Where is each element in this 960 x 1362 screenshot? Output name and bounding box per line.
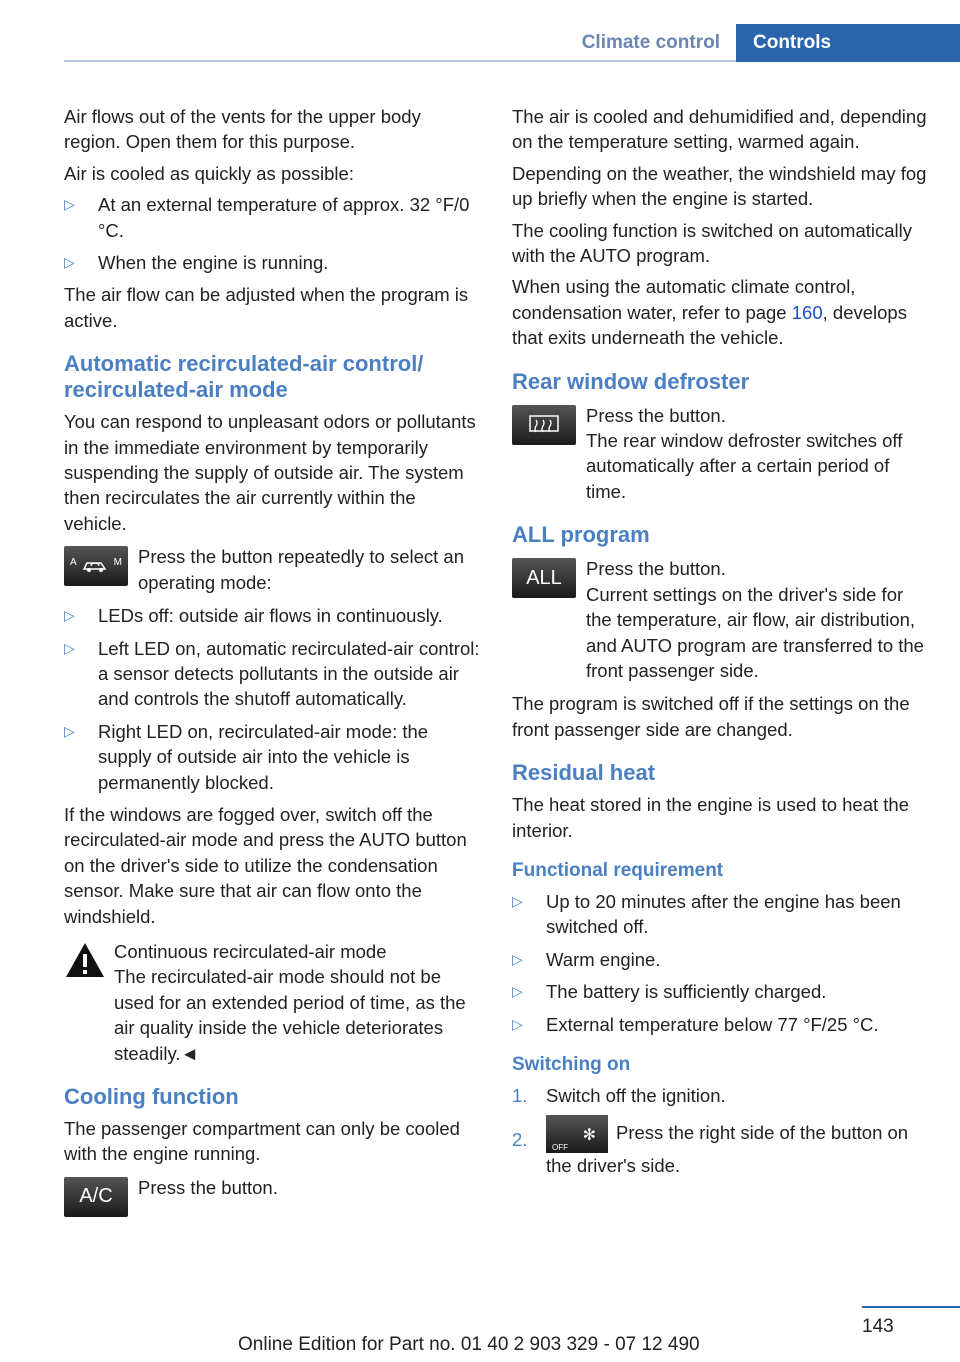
fan-icon: ✻	[582, 1127, 596, 1145]
bullet-list	[64, 192, 482, 275]
rear-defroster-button-row	[512, 403, 930, 505]
recirc-button-row	[64, 544, 482, 595]
heading-recirculated-air: Automatic recirculated-air control/ recirculated-air mode	[64, 351, 424, 403]
right-column	[512, 104, 930, 1186]
rear-defroster-button-icon	[512, 405, 576, 445]
paragraph: The cooling function is switched on automatically with the AUTO program.	[512, 219, 913, 267]
paragraph: The program is switched off if the settings on the front passenger side are changed.	[512, 693, 910, 740]
triangle-bullet-icon: ▷	[512, 1015, 523, 1032]
list-item: ▷ The battery is sufficiently charged.	[512, 979, 930, 1004]
list-item: ▷ Warm engine.	[512, 947, 930, 972]
heading-switching-on: Switching on	[512, 1053, 631, 1075]
button-instruction: Current settings on the driver's side for the temperature, air flow, air distribution, and AUTO program are transferred to the front passenger side.	[586, 583, 924, 681]
paragraph: Air flows out of the vents for the upper body region. Open them for this purpose.	[64, 106, 421, 153]
rear-defrost-icon	[527, 414, 561, 436]
page-link[interactable]: 160	[791, 301, 823, 323]
heading-cooling-function: Cooling function	[64, 1084, 239, 1109]
list-item: 2. OFF ✻ Press the right side of the button on the driver's side.	[512, 1115, 930, 1178]
triangle-bullet-icon: ▷	[64, 639, 75, 656]
list-item: ▷ Left LED on, automatic recirculated-air control: a sensor detects pollutants in the outside air and controls the shutoff automatically.	[64, 637, 480, 710]
heading-functional-requirement: Functional requirement	[512, 859, 724, 881]
chapter-tab: Controls	[736, 24, 960, 62]
heading-residual-heat: Residual heat	[512, 760, 656, 786]
paragraph: Depending on the weather, the windshield may fog up briefly when the engine is started.	[512, 162, 927, 210]
button-instruction: The rear window defroster switches off automatically after a certain period of time.	[586, 430, 903, 502]
page-header	[0, 24, 960, 62]
paragraph: The air flow can be adjusted when the program is active.	[64, 284, 469, 331]
paragraph: The passenger compartment can only be cooled with the engine running.	[64, 1118, 460, 1165]
ac-button-icon: A/C	[64, 1177, 128, 1217]
triangle-bullet-icon: ▷	[512, 950, 523, 967]
triangle-bullet-icon: ▷	[64, 607, 75, 624]
car-recirculation-icon	[81, 557, 109, 575]
paragraph: If the windows are fogged over, switch off the recirculated-air mode and press the AUTO button on the driver's side to utilize the condensation sensor. Make sure that air can flow onto the windshield.	[64, 803, 467, 927]
heading-rear-window-defroster: Rear window defroster	[512, 368, 750, 394]
list-item: ▷ External temperature below 77 °F/25 °C.	[512, 1012, 930, 1037]
triangle-bullet-icon: ▷	[64, 254, 75, 271]
list-item: ▷ At an external temperature of approx. 32 °F/0 °C.	[64, 194, 470, 241]
triangle-bullet-icon: ▷	[512, 892, 523, 909]
button-instruction: Press the button.	[586, 558, 726, 580]
page-number: 143	[862, 1316, 894, 1337]
triangle-bullet-icon: ▷	[512, 983, 523, 1000]
fan-off-button-icon: OFF ✻	[546, 1115, 608, 1153]
heading-all-program: ALL program	[512, 522, 650, 548]
recirculation-button-icon: A M	[64, 546, 128, 586]
left-column	[64, 104, 482, 1227]
list-item: ▷ When the engine is running.	[64, 250, 482, 275]
triangle-bullet-icon: ▷	[64, 722, 75, 739]
warning-icon	[64, 941, 106, 979]
list-item: ▷ Up to 20 minutes after the engine has been switched off.	[512, 890, 901, 938]
edition-line: Online Edition for Part no. 01 40 2 903 329 - 07 12 490	[238, 1334, 700, 1355]
list-item: ▷ Right LED on, recirculated-air mode: the supply of outside air into the vehicle is permanently blocked.	[64, 720, 429, 793]
warning-body: The recirculated-air mode should not be used for an extended period of time, as the air quality inside the vehicle deteriorates steadily.◄	[114, 966, 466, 1064]
warning-block	[64, 939, 482, 1066]
section-title: Climate control	[581, 32, 720, 53]
paragraph: Air is cooled as quickly as possible:	[64, 162, 354, 184]
ac-button-row	[64, 1175, 482, 1219]
triangle-bullet-icon: ▷	[64, 196, 75, 213]
bullet-list	[512, 889, 930, 1037]
paragraph: The heat stored in the engine is used to heat the interior.	[512, 794, 910, 841]
bullet-list	[64, 603, 482, 795]
all-button-row	[512, 556, 930, 683]
paragraph: The air is cooled and dehumidified and, depending on the temperature setting, warmed again.	[512, 106, 927, 153]
all-button-icon: ALL	[512, 558, 576, 598]
footer-rule	[862, 1306, 960, 1308]
warning-title: Continuous recirculated-air mode	[114, 940, 387, 962]
list-item: ▷ LEDs off: outside air flows in continuously.	[64, 603, 482, 628]
button-instruction: Press the button.	[138, 1176, 278, 1198]
numbered-list	[512, 1083, 930, 1179]
paragraph: You can respond to unpleasant odors or pollutants in the immediate environment by temporarily suspending the supply of outside air. The system then recirculates the air currently within the vehicle.	[64, 411, 476, 534]
button-instruction: Press the button.	[586, 404, 726, 426]
list-item: 1. Switch off the ignition.	[512, 1084, 726, 1106]
button-instruction: Press the button repeatedly to select an operating mode:	[138, 546, 465, 593]
paragraph: When using the automatic climate control, condensation water, refer to page 160, develops that exits underneath the vehicle.	[512, 276, 907, 349]
